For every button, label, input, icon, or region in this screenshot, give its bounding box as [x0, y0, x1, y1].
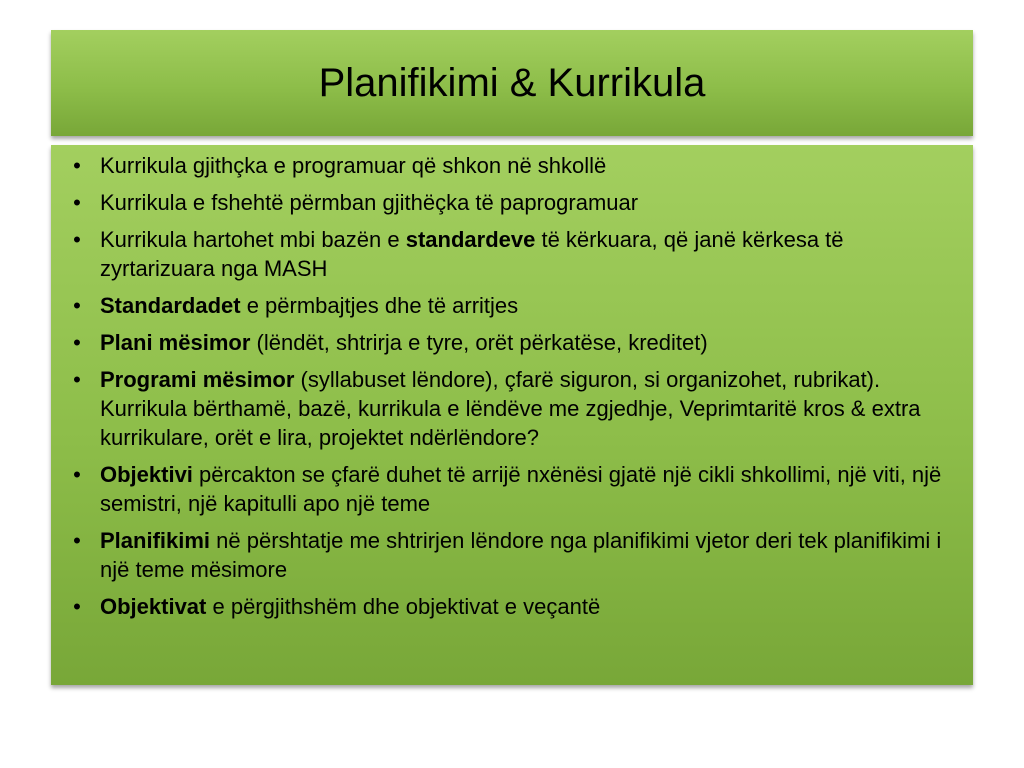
list-item — [67, 225, 953, 283]
bullet-list — [67, 151, 953, 621]
bold-term: Planifikimi — [100, 528, 211, 553]
bullet-icon: • — [73, 293, 81, 318]
list-item — [67, 151, 953, 180]
bullet-icon: • — [73, 190, 81, 215]
item-text: Kurrikula e fshehtë përmban gjithëçka të paprogramuar — [100, 190, 639, 215]
list-item — [67, 365, 953, 452]
bold-term: Objektivi — [100, 462, 193, 487]
list-item — [67, 291, 953, 320]
item-text: përcakton se çfarë duhet të arrijë nxënësi gjatë një cikli shkollimi, një viti, një semistri, një kapitulli apo një teme — [100, 462, 942, 516]
bold-term: Standardadet — [100, 293, 241, 318]
list-item — [67, 460, 953, 518]
bold-term: Programi mësimor — [100, 367, 295, 392]
bold-term: standardeve — [405, 227, 536, 252]
item-text: në përshtatje me shtrirjen lëndore nga planifikimi vjetor deri tek planifikimi i një teme mësimore — [100, 528, 942, 582]
bullet-icon: • — [73, 528, 81, 553]
content-box — [51, 145, 973, 685]
bold-term: Plani mësimor — [100, 330, 251, 355]
list-item — [67, 328, 953, 357]
slide-title: Planifikimi & Kurrikula — [318, 60, 706, 105]
item-text: Kurrikula gjithçka e programuar që shkon në shkollë — [100, 153, 607, 178]
list-item — [67, 526, 953, 584]
bullet-icon: • — [73, 462, 81, 487]
bold-term: Objektivat — [100, 594, 207, 619]
item-text: e përmbajtjes dhe të arritjes — [240, 293, 519, 318]
list-item — [67, 188, 953, 217]
item-text: e përgjithshëm dhe objektivat e veçantë — [206, 594, 601, 619]
item-text: (syllabuset lëndore), çfarë siguron, si organizohet, rubrikat). Kurrikula bërthamë, bazë, kurrikula e lëndëve me zgjedhje, Veprimtaritë kros & extra kurrikulare, orët e lira, projektet ndërlëndore? — [100, 367, 921, 450]
item-text: të kërkuara, që janë kërkesa të zyrtarizuara nga MASH — [100, 227, 844, 281]
list-item — [67, 592, 953, 621]
title-box — [51, 30, 973, 136]
bullet-icon: • — [73, 227, 81, 252]
item-text: (lëndët, shtrirja e tyre, orët përkatëse, kreditet) — [250, 330, 708, 355]
bullet-icon: • — [73, 330, 81, 355]
bullet-icon: • — [73, 153, 81, 178]
bullet-icon: • — [73, 594, 81, 619]
bullet-icon: • — [73, 367, 81, 392]
item-text: Kurrikula hartohet mbi bazën e — [100, 227, 406, 252]
